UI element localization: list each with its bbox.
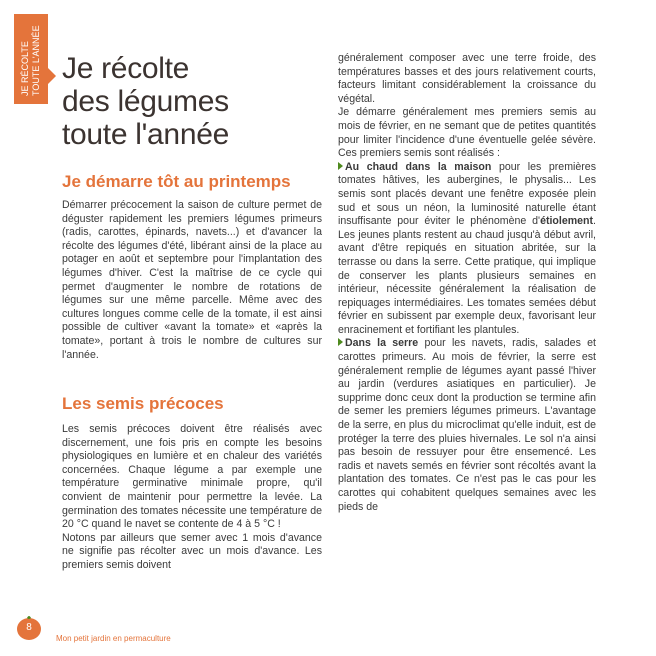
footer-book-title: Mon petit jardin en permaculture	[56, 634, 171, 643]
side-tab	[14, 14, 48, 104]
page-number: 8	[26, 622, 32, 633]
bullet-arrow-icon	[338, 338, 343, 346]
section-text-early-start: Démarrer précocement la saison de culture permet de déguster rapidement les premiers légumes primeurs (radis, carottes, épinards, navets...) et d'avancer la récolte des légumes d'été, libérant ainsi de la place au potager en août et septembre pour l'implantation des légumes d'hiver. C'est la maîtrise de ce cycle qui permet d'augmenter le nombre de rotations de légumes sur une même parcelle. Même avec des cultures longues comme celle de la tomate, il est ainsi possible de cultiver «avant la tomate» et «après la tomate», portant à trois le nombre de cultures sur l'année.	[62, 199, 322, 361]
section-text-early-sowing: Les semis précoces doivent être réalisés avec discernement, une fois pris en compte les besoins physiologiques en lumière et en chaleur des variétés concernées. Chaque légume a par exemple une température germinative minimale propre, qu'il convient de maintenir pour permettre la levée. La germination des tomates nécessite une température de 20 °C quand le navet se contente de 4 à 5 °C ! Notons par ailleurs que semer avec 1 mois d'avance ne signifie pas récolter avec un mois d'avance. Les premiers semis doivent	[62, 423, 322, 571]
bullet-arrow-icon	[338, 162, 343, 170]
side-tab-arrow-icon	[48, 68, 56, 84]
section-heading-early-sowing: Les semis précoces	[62, 394, 224, 413]
right-column-text: généralement composer avec une terre froide, des températures basses et des jours relativement courts, facteurs limitant considérablement la croissance du végétal. Je démarre généralement mes premiers semis au mois de février, en ne semant que de petites quantités pour limiter l'incidence d'une éventuelle gelée sévère. Ces premiers semis sont réalisés : Au chaud dans la maison pour les premières tomates hâtives, les aubergines, le physalis... Les semis sont placés devant une fenêtre exposée plein sud et sous un néon, la luminosité naturelle étant insuffisante pour éviter le phénomène d'étiolement. Les jeunes plants restent au chaud jusqu'à début avril, avant d'être repiqués en situation abritée, sur la terrasse ou dans la serre. Cette pratique, qui implique de conserver les plants plusieurs semaines en intérieur, nécessite généralement la réalisation de repiquages intermédiaires. Les tomates semées début février en subissent par exemple deux, favorisant leur enracinement et fortifiant les plantules. Dans la serre pour les navets, radis, salades et carottes primeurs. Au mois de février, la serre est généralement remplie de légumes ayant passé l'hiver au jardin (verdures asiatiques en particulier). Je supprime donc ceux dont la production se termine afin de semer les premiers légumes primeurs. L'avantage de la serre, en plus du microclimat qu'elle induit, est de protéger la terre des pluies hivernales. Le sol n'a ainsi pas besoin de ressuyer pour être ensemencé. Les radis et navets semés en février sont récoltés avant la plantation des tomates. Ce n'est pas le cas pour les carottes qui cohabitent quelques semaines avec les pieds de	[338, 52, 596, 513]
page-title: Je récolte des légumes toute l'année	[62, 52, 229, 151]
page-number-badge	[14, 612, 44, 642]
bullet-item-house: Au chaud dans la maison pour les premières tomates hâtives, les aubergines, le physalis... Les semis sont placés devant une fenêtre exposée plein sud et sous un néon, la luminosité naturelle étant insuffisante pour éviter le phénomène d'étiolement. Les jeunes plants restent au chaud jusqu'à début avril, avant d'être repiqués en situation abritée, sur la terrasse ou dans la serre. Cette pratique, qui implique de conserver les plants plusieurs semaines en intérieur, nécessite généralement la réalisation de repiquages intermédiaires. Les tomates semées début février en subissent par exemple deux, favorisant leur enracinement et fortifiant les plantules.	[338, 160, 596, 336]
section-heading-early-start: Je démarre tôt au printemps	[62, 172, 291, 191]
bullet-item-greenhouse: Dans la serre pour les navets, radis, salades et carottes primeurs. Au mois de février, la serre est généralement remplie de légumes ayant passé l'hiver au jardin (verdures asiatiques en particulier). Je supprime donc ceux dont la production se termine afin de semer les premiers légumes primeurs. L'avantage de la serre, en plus du microclimat qu'elle induit, est de protéger la terre des pluies hivernales. Le sol n'a ainsi pas besoin de ressuyer pour être ensemencé. Les radis et navets semés en février sont récoltés avant la plantation des tomates. Ce n'est pas le cas pour les carottes qui cohabitent quelques semaines avec les pieds de	[338, 337, 596, 513]
side-tab-label: JE RÉCOLTE TOUTE L'ANNÉE	[20, 25, 41, 96]
